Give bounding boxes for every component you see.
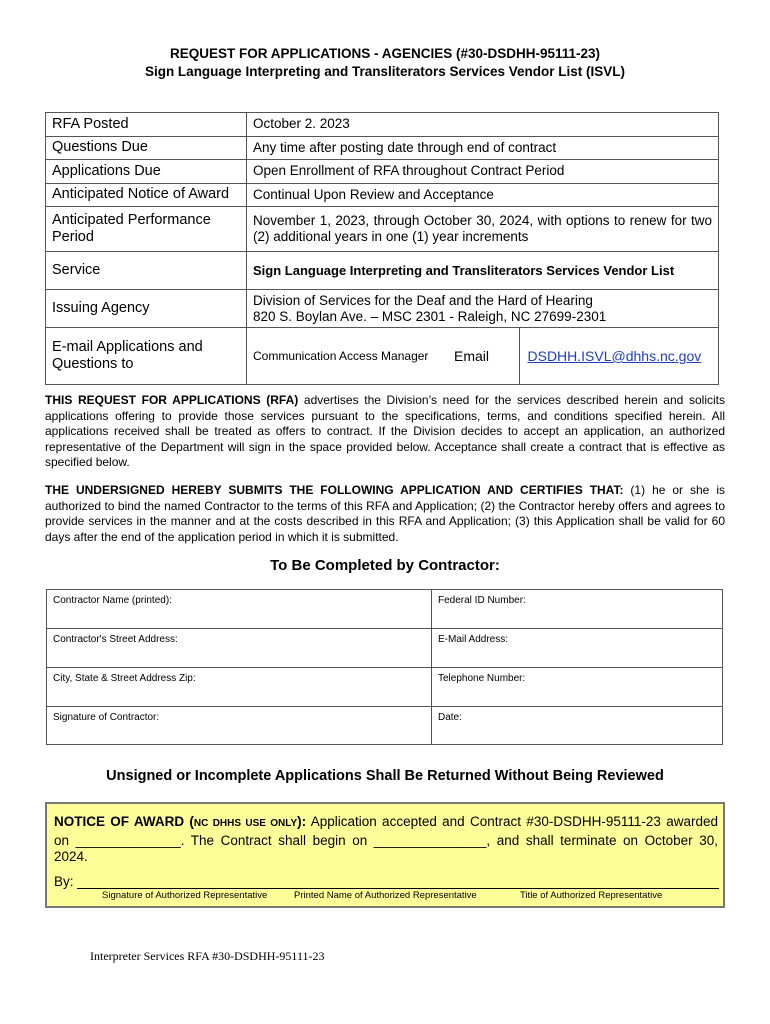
email-applications-label: E-mail Applications and Questions to xyxy=(46,328,247,385)
issuing-agency-value xyxy=(247,290,719,328)
title-caption: Title of Authorized Representative xyxy=(520,890,663,901)
telephone-label: Telephone Number: xyxy=(438,673,526,684)
contractor-signature-label: Signature of Contractor: xyxy=(53,712,160,723)
contractor-signature-field[interactable] xyxy=(47,707,431,744)
performance-period-value: November 1, 2023, through October 30, 2024, with options to renew for two (2) additional years in one (1) year increments xyxy=(247,207,719,252)
email-contact-title: Communication Access Manager xyxy=(253,349,429,363)
city-state-zip-label: City, State & Street Address Zip: xyxy=(53,673,196,684)
notice-body: Application accepted and Contract #30-DSDHH-95111-23 awarded on ______________. The Contract shall begin on _______________, and shall terminate on October 30, 2024. xyxy=(54,814,718,864)
city-state-zip-field[interactable] xyxy=(47,668,431,706)
notice-lead: NOTICE OF AWARD ( xyxy=(54,814,194,829)
rfa-posted-value: October 2. 2023 xyxy=(247,113,719,137)
notice-of-award-box xyxy=(45,802,725,908)
date-field[interactable] xyxy=(432,707,722,744)
rfa-paragraph xyxy=(45,393,725,471)
email-contact-subtable xyxy=(247,328,718,384)
questions-due-value: Any time after posting date through end of contract xyxy=(247,136,719,160)
notice-use-only: NC DHHS USE ONLY xyxy=(193,818,298,829)
contractor-section-heading: To Be Completed by Contractor: xyxy=(270,557,500,574)
street-address-label: Contractor's Street Address: xyxy=(53,634,178,645)
document-subtitle: Sign Language Interpreting and Transliterators Services Vendor List (ISVL) xyxy=(144,64,626,79)
email-address-field[interactable] xyxy=(432,629,722,667)
issuing-agency-label: Issuing Agency xyxy=(46,290,247,328)
email-address-link[interactable]: DSDHH.ISVL@dhhs.nc.gov xyxy=(527,348,702,364)
certification-paragraph-body: (1) he or she is authorized to bind the named Contractor to the terms of this RFA and Application; (2) the Contractor hereby offers and agrees to provide services in the manner and at the costs described in this RFA and Application; (3) this Application shall be valid for 60 days after the end of the application period in which it is submitted. xyxy=(45,483,725,544)
federal-id-field[interactable] xyxy=(432,590,722,628)
contractor-name-label: Contractor Name (printed): xyxy=(53,595,172,606)
email-address-cell xyxy=(519,328,718,384)
telephone-field[interactable] xyxy=(432,668,722,706)
incomplete-warning: Unsigned or Incomplete Applications Shall Be Returned Without Being Reviewed xyxy=(106,768,664,784)
page-footer: Interpreter Services RFA #30-DSDHH-95111-23 xyxy=(90,949,325,963)
email-contact-cell xyxy=(247,328,719,385)
document-title: REQUEST FOR APPLICATIONS - AGENCIES (#30-DSDHH-95111-23) xyxy=(169,46,601,61)
questions-due-label: Questions Due xyxy=(46,136,247,160)
notice-by-label: By: xyxy=(54,874,74,889)
email-word: Email xyxy=(448,328,519,384)
contractor-name-field[interactable] xyxy=(47,590,431,628)
notice-of-award-label: Anticipated Notice of Award xyxy=(46,183,247,207)
rfa-paragraph-body: advertises the Division’s need for the services described herein and solicits applications offering to provide those services pursuant to the specifications, terms, and conditions specified herein. All applications received shall be treated as offers to contract. If the Division decides to accept an application, an authorized representative of the Department will sign in the space provided below. Acceptance shall create a contract that is effective as specified below. xyxy=(45,393,725,469)
contractor-form xyxy=(46,589,723,745)
performance-period-label: Anticipated Performance Period xyxy=(46,207,247,252)
notice-of-award-text xyxy=(54,814,718,866)
rfa-info-table xyxy=(45,112,719,385)
notice-lead-end: ): xyxy=(297,814,307,829)
service-value: Sign Language Interpreting and Transliterators Services Vendor List xyxy=(247,252,719,290)
agency-name: Division of Services for the Deaf and the Hard of Hearing xyxy=(253,292,593,308)
signature-line[interactable] xyxy=(77,888,719,889)
federal-id-label: Federal ID Number: xyxy=(438,595,526,606)
agency-address: 820 S. Boylan Ave. – MSC 2301 - Raleigh, NC 27699-2301 xyxy=(253,308,607,324)
certification-paragraph-lead: THE UNDERSIGNED HEREBY SUBMITS THE FOLLOWING APPLICATION AND CERTIFIES THAT: xyxy=(45,483,624,497)
rfa-paragraph-lead: THIS REQUEST FOR APPLICATIONS (RFA) xyxy=(45,393,299,407)
notice-of-award-value: Continual Upon Review and Acceptance xyxy=(247,183,719,207)
rfa-posted-label: RFA Posted xyxy=(46,113,247,137)
street-address-field[interactable] xyxy=(47,629,431,667)
service-label: Service xyxy=(46,252,247,290)
certification-paragraph xyxy=(45,483,725,545)
date-label: Date: xyxy=(438,712,462,723)
applications-due-label: Applications Due xyxy=(46,160,247,184)
applications-due-value: Open Enrollment of RFA throughout Contract Period xyxy=(247,160,719,184)
signature-caption: Signature of Authorized Representative xyxy=(102,890,268,901)
printed-name-caption: Printed Name of Authorized Representative xyxy=(294,890,477,901)
email-address-label: E-Mail Address: xyxy=(438,634,509,645)
